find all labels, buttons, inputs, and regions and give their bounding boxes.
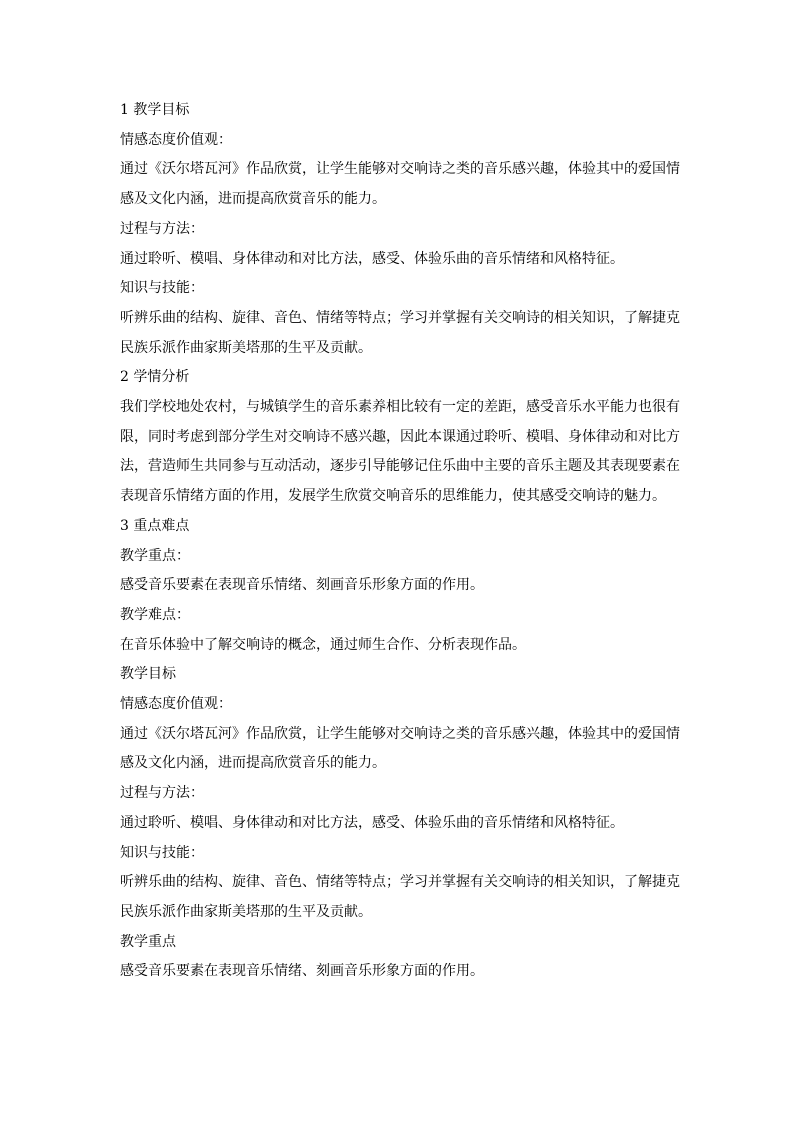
text-line: 知识与技能：: [120, 280, 204, 297]
text-line: 感受音乐要素在表现音乐情绪、刻画音乐形象方面的作用。: [120, 963, 484, 980]
paragraph: [120, 957, 676, 987]
text-line: 民族乐派作曲家斯美塔那的生平及贡献。: [120, 903, 372, 920]
paragraph: [120, 571, 676, 601]
paragraph: [120, 393, 680, 512]
document-page: [120, 96, 680, 987]
text-line: 民族乐派作曲家斯美塔那的生平及贡献。: [120, 339, 372, 356]
text-line: 情感态度价值观：: [120, 131, 232, 148]
section-heading: [120, 512, 676, 542]
text-line: 通过《沃尔塔瓦河》作品欣赏，让学生能够对交响诗之类的音乐感兴趣，体验其中的爱国情: [120, 161, 680, 178]
paragraph: [120, 304, 680, 363]
paragraph: [120, 868, 680, 927]
paragraph: [120, 631, 676, 661]
text-line: 过程与方法：: [120, 785, 204, 802]
text-line: 2 学情分析: [120, 369, 190, 386]
text-line: 感受音乐要素在表现音乐情绪、刻画音乐形象方面的作用。: [120, 577, 484, 594]
text-line: 感及文化内涵，进而提高欣赏音乐的能力。: [120, 755, 386, 772]
text-line: 知识与技能：: [120, 844, 204, 861]
text-line: 我们学校地处农村，与城镇学生的音乐素养相比较有一定的差距，感受音乐水平能力也很有: [120, 399, 680, 416]
paragraph: [120, 690, 676, 720]
text-line: 感及文化内涵，进而提高欣赏音乐的能力。: [120, 191, 386, 208]
text-line: 在音乐体验中了解交响诗的概念，通过师生合作、分析表现作品。: [120, 636, 526, 653]
text-line: 通过聆听、模唱、身体律动和对比方法，感受、体验乐曲的音乐情绪和风格特征。: [120, 814, 624, 831]
text-line: 教学目标: [120, 666, 176, 683]
paragraph: [120, 245, 676, 275]
paragraph: [120, 274, 676, 304]
paragraph: [120, 928, 676, 958]
text-line: 听辨乐曲的结构、旋律、音色、情绪等特点；学习并掌握有关交响诗的相关知识，了解捷克: [120, 309, 680, 326]
paragraph: [120, 779, 676, 809]
paragraph: [120, 720, 680, 779]
text-line: 通过《沃尔塔瓦河》作品欣赏，让学生能够对交响诗之类的音乐感兴趣，体验其中的爱国情: [120, 725, 680, 742]
text-line: 情感态度价值观：: [120, 696, 232, 713]
text-line: 法，营造师生共同参与互动活动，逐步引导能够记住乐曲中主要的音乐主题及其表现要素在: [120, 458, 680, 475]
text-line: 教学难点：: [120, 606, 190, 623]
paragraph: [120, 809, 676, 839]
paragraph: [120, 660, 676, 690]
text-line: 限，同时考虑到部分学生对交响诗不感兴趣，因此本课通过聆听、模唱、身体律动和对比方: [120, 428, 680, 445]
text-line: 1 教学目标: [120, 102, 190, 118]
text-line: 过程与方法：: [120, 220, 204, 237]
paragraph: [120, 155, 680, 214]
paragraph: [120, 601, 676, 631]
text-line: 教学重点：: [120, 547, 190, 564]
text-line: 教学重点: [120, 933, 176, 950]
paragraph: [120, 215, 676, 245]
section-heading: [120, 363, 676, 393]
paragraph: [120, 126, 676, 156]
paragraph: [120, 542, 676, 572]
text-line: 3 重点难点: [120, 517, 190, 534]
paragraph: [120, 839, 676, 869]
text-line: 表现音乐情绪方面的作用，发展学生欣赏交响音乐的思维能力，使其感受交响诗的魅力。: [120, 488, 666, 505]
text-line: 听辨乐曲的结构、旋律、音色、情绪等特点；学习并掌握有关交响诗的相关知识，了解捷克: [120, 874, 680, 891]
text-line: 通过聆听、模唱、身体律动和对比方法，感受、体验乐曲的音乐情绪和风格特征。: [120, 250, 624, 267]
section-heading: [120, 96, 676, 126]
